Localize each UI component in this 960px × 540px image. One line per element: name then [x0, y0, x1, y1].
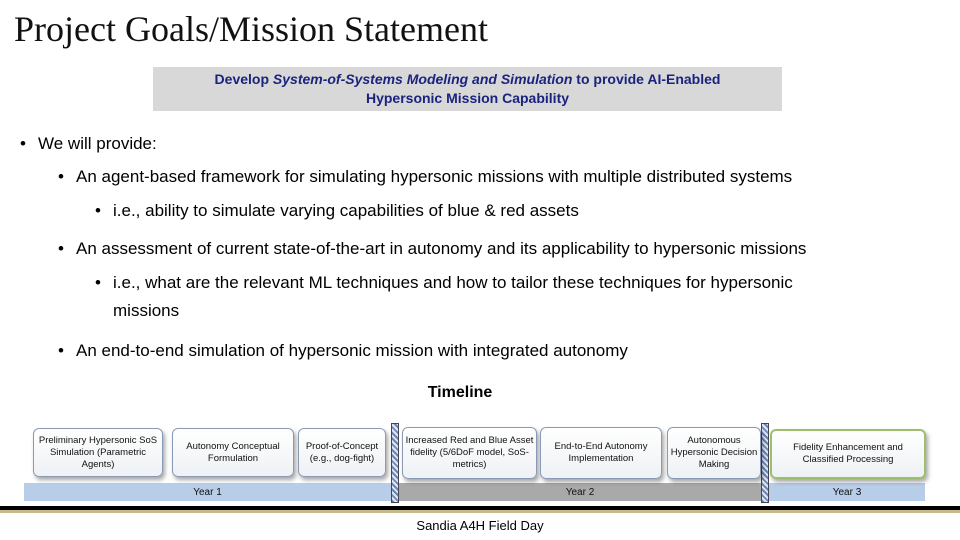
bullet-item-1-sub: • i.e., ability to simulate varying capabilities of blue & red assets — [95, 201, 579, 220]
bullet-item-1: • An agent-based framework for simulating hypersonic missions with multiple distributed systems — [58, 167, 793, 186]
timeline-title: Timeline — [427, 384, 493, 401]
footer-divider-gold — [0, 510, 960, 513]
year-3-bar: Year 3 — [769, 483, 925, 501]
milestone-box-3: Proof-of-Concept (e.g., dog-fight) — [298, 428, 386, 477]
bullet-item-3: • An end-to-end simulation of hypersonic mission with integrated autonomy — [58, 341, 628, 360]
mission-line-1: Develop System-of-Systems Modeling and Simulation to provide AI-Enabled — [214, 71, 721, 87]
milestone-box-6: Autonomous Hypersonic Decision Making — [667, 427, 761, 479]
milestone-box-2: Autonomy Conceptual Formulation — [172, 428, 294, 477]
milestone-box-7: Fidelity Enhancement and Classified Processing — [770, 429, 926, 479]
bullet-intro: • We will provide: — [20, 134, 157, 153]
year-separator-1 — [391, 423, 399, 503]
year-separator-2 — [761, 423, 769, 503]
milestone-box-5: End-to-End Autonomy Implementation — [540, 427, 662, 479]
footer-text: Sandia A4H Field Day — [416, 518, 544, 533]
milestone-box-4: Increased Red and Blue Asset fidelity (5/6DoF model, SoS-metrics) — [402, 427, 537, 479]
milestone-box-1: Preliminary Hypersonic SoS Simulation (Parametric Agents) — [33, 428, 163, 477]
bullet-item-2-sub-cont: missions — [113, 301, 180, 320]
mission-statement — [153, 67, 782, 111]
year-1-bar: Year 1 — [24, 483, 391, 501]
bullet-item-2: • An assessment of current state-of-the-art in autonomy and its applicability to hypersonic missions — [58, 239, 807, 258]
bullet-item-2-sub: • i.e., what are the relevant ML techniques and how to tailor these techniques for hypersonic — [95, 273, 793, 292]
page-title: Project Goals/Mission Statement — [14, 9, 488, 49]
year-2-bar: Year 2 — [399, 483, 761, 501]
mission-line-2: Hypersonic Mission Capability — [365, 90, 570, 106]
